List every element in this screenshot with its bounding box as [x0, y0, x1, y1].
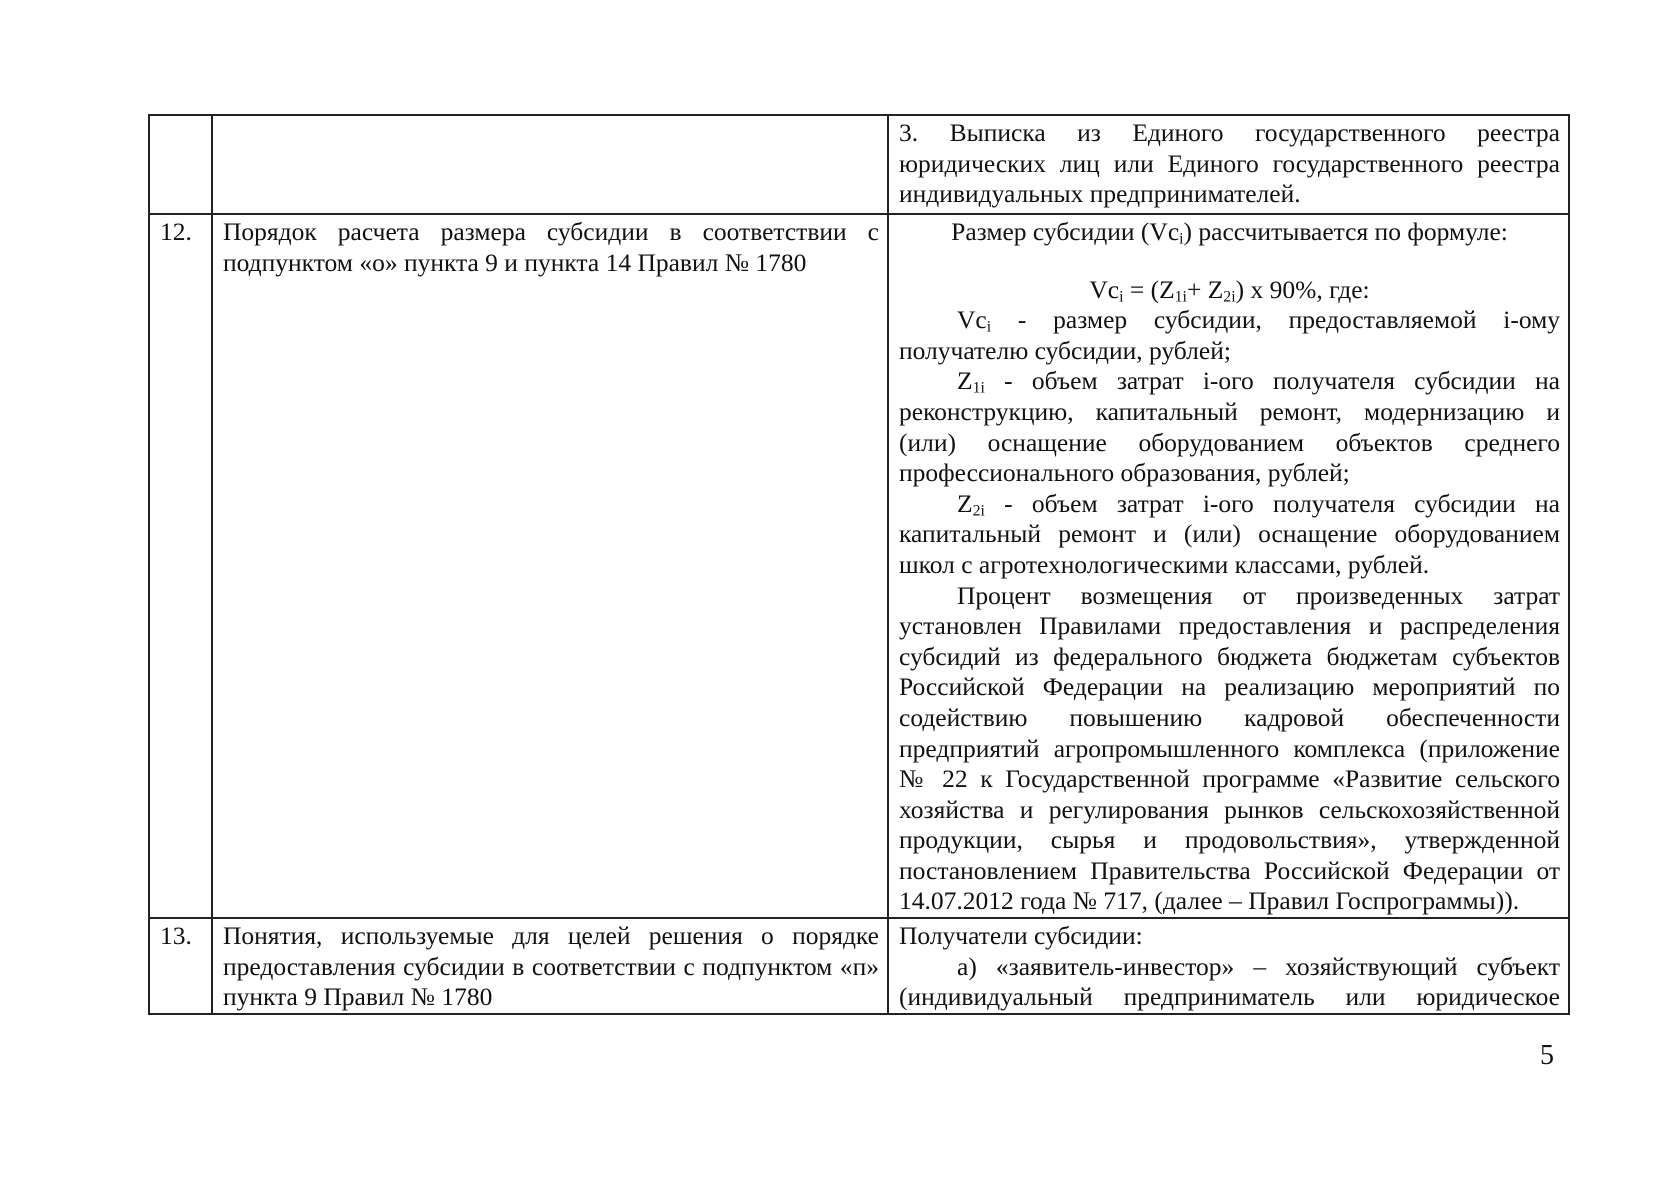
row-number: 12. [149, 214, 212, 918]
investor-definition: а) «заявитель-инвестор» – хозяйствующий субъект (индивидуальный предприниматель или юридическое [899, 951, 1560, 1012]
row-description [212, 115, 888, 214]
reimbursement-percent-text: Процент возмещения от произведенных затрат установлен Правилами предоставления и распределения субсидий из федерального бюджета бюджетам субъектов Российской Федерации на реализацию мероприятий по содействию повышению кадровой обеспеченности предприятий агропромышленного комплекса (приложение № 22 к Государственной программе «Развитие сельского хозяйства и регулирования рынков сельскохозяйственной продукции, сырья и продовольствия», утвержденной постановлением Правительства Российской Федерации от 14.07.2012 года № 717, (далее – Правил Госпрограммы)). [899, 580, 1560, 916]
row-number: 13. [149, 918, 212, 1014]
row-number [149, 115, 212, 214]
table-row [149, 918, 1569, 1014]
document-table [148, 114, 1570, 1015]
row-value [888, 115, 1569, 214]
definition-vc: $Vc_i$ - размер субсидии, предоставляемой i-ому получателю субсидии, рублей; [899, 305, 1560, 365]
recipients-heading: Получатели субсидии: [899, 921, 1143, 951]
page-number: 5 [1540, 1040, 1554, 1071]
row-value [888, 214, 1569, 918]
extract-text: 3. Выписка из Единого государственного реестра юридических лиц или Единого государственного реестра индивидуальных предпринимателей. [899, 118, 1560, 209]
subsidy-formula: $Vc_i = (Z_{1i}+ Z_{2i})$ x 90%, где: [1089, 274, 1370, 306]
row-description: Понятия, используемые для целей решения о порядке предоставления субсидии в соответствии с подпунктом «п» пункта 9 Правил № 1780 [212, 918, 888, 1014]
formula-intro: Размер субсидии $(Vc_i)$ рассчитывается по формуле: [951, 217, 1508, 248]
row-description: Порядок расчета размера субсидии в соответствии с подпунктом «о» пункта 9 и пункта 14 Правил № 1780 [212, 214, 888, 918]
table-row [149, 214, 1569, 918]
row-value [888, 918, 1569, 1014]
definition-z1: $Z_{1i}$ - объем затрат i-ого получателя субсидии на реконструкцию, капитальный ремонт, модернизацию и (или) оснащение оборудованием объектов среднего профессионального образования, рублей; [899, 366, 1560, 488]
definition-z2: $Z_{2i}$ - объем затрат i-ого получателя субсидии на капитальный ремонт и (или) оснащение оборудованием школ с агротехнологическими классами, рублей. [899, 488, 1560, 579]
table-row [149, 115, 1569, 214]
